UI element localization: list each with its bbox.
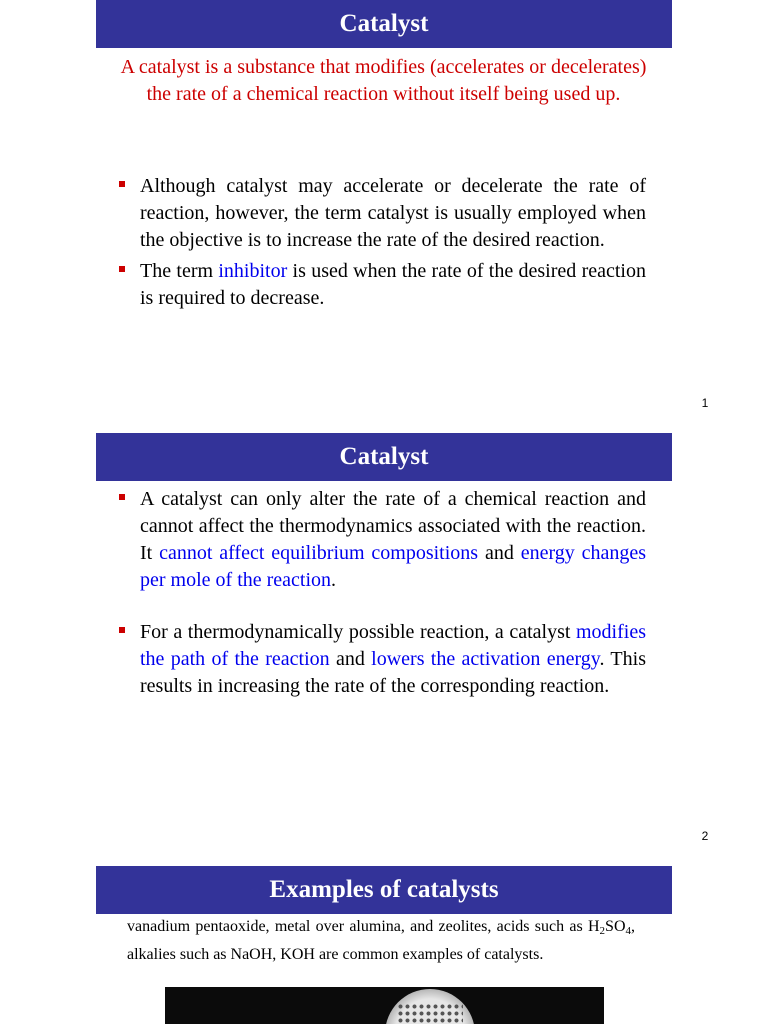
page-number: 1 xyxy=(701,396,709,410)
bullet-list xyxy=(115,173,646,312)
honeycomb-catalyst-disc-icon xyxy=(385,989,475,1024)
bullet-text: Although catalyst may accelerate or decelerate the rate of reaction, however, the term catalyst is usually employed when the objective is to increase the rate of the desired reaction. xyxy=(140,175,646,251)
bullet-text-part: . This results in increasing the rate of the corresponding reaction. xyxy=(140,648,646,697)
bullet-item xyxy=(115,258,646,312)
examples-text-part: SO xyxy=(605,918,626,935)
bullet-text-part: . xyxy=(331,569,337,591)
slide-title xyxy=(96,433,672,481)
bullet-text-part: and xyxy=(478,542,521,564)
slide-title xyxy=(96,866,672,914)
catalyst-photo xyxy=(165,987,604,1024)
slide-2 xyxy=(0,433,768,863)
bullet-square-icon xyxy=(119,494,125,500)
slide-title-text: Catalyst xyxy=(339,443,429,470)
slide-title-text: Catalyst xyxy=(339,10,429,37)
highlight-term: lowers the activation energy xyxy=(371,648,600,670)
examples-text-part: vanadium pentaoxide, metal over alumina, and zeolites, acids such as H xyxy=(127,918,600,935)
definition-text: A catalyst is a substance that modifies (accelerates or decelerates) the rate of a chemical reaction without itself being used up. xyxy=(120,56,647,105)
bullet-item xyxy=(115,619,646,700)
bullet-square-icon xyxy=(119,181,125,187)
slide-title-text: Examples of catalysts xyxy=(269,876,499,903)
bullet-text-part: The term xyxy=(140,260,219,282)
highlight-term: cannot affect equilibrium compositions xyxy=(159,542,479,564)
bullet-text-part: For a thermodynamically possible reaction, a catalyst xyxy=(140,621,576,643)
bullet-text-part: and xyxy=(329,648,372,670)
bullet-item xyxy=(115,173,646,254)
examples-text-part: , alkalies such as NaOH, KOH are common examples of catalysts. xyxy=(127,918,635,963)
bullet-item xyxy=(115,486,646,594)
bullet-square-icon xyxy=(119,266,125,272)
highlight-term: inhibitor xyxy=(218,260,288,282)
bullet-text-part: is used when the rate of the desired reaction is required to decrease. xyxy=(140,260,646,309)
subscript: 2 xyxy=(599,925,606,937)
page-number: 2 xyxy=(701,829,709,843)
examples-text xyxy=(127,915,635,966)
slide-title xyxy=(96,0,672,48)
honeycomb-pattern xyxy=(397,1003,463,1024)
bullet-square-icon xyxy=(119,627,125,633)
bullet-list xyxy=(115,486,646,700)
bullet-text-part: A catalyst can only alter the rate of a chemical reaction and cannot affect the thermodynamics associated with the reaction. It xyxy=(140,488,646,564)
highlight-term: energy changes per mole of the reaction xyxy=(140,542,647,591)
subscript: 4 xyxy=(625,925,631,937)
highlight-term: modifies the path of the reaction xyxy=(140,621,646,670)
slide-1 xyxy=(0,0,768,430)
